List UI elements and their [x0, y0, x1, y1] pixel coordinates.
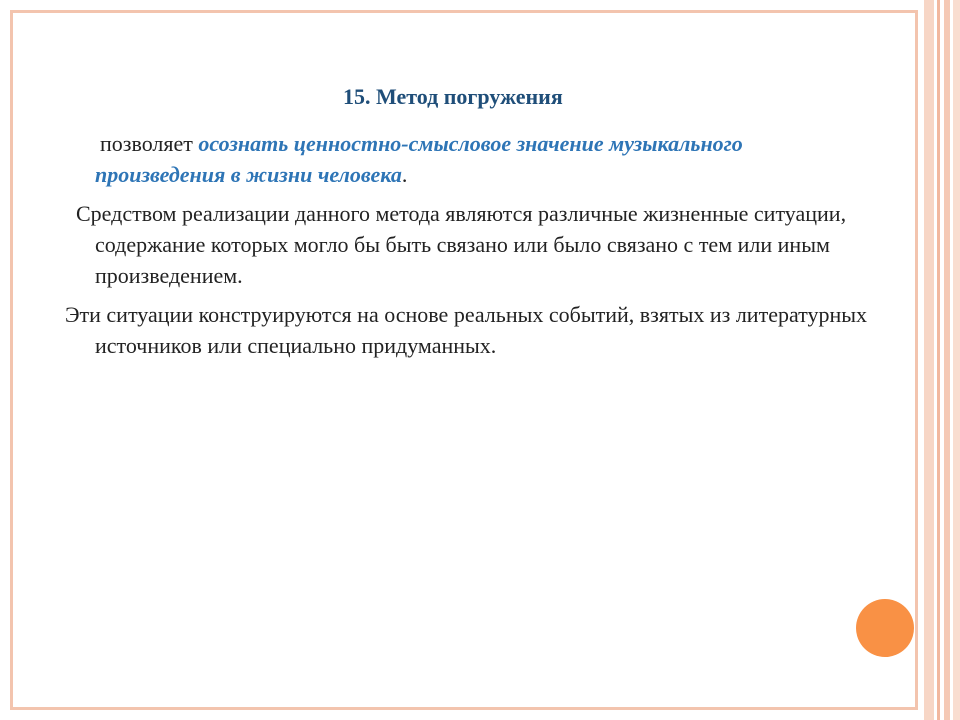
decorative-stripe	[953, 0, 960, 720]
paragraph-situations: Эти ситуации конструируются на основе реальных событий, взятых из литературных источников или специально придуманных.	[65, 302, 868, 358]
decorative-stripe	[924, 0, 934, 720]
slide-title: 15. Метод погружения	[343, 84, 563, 109]
purpose-emphasis: осознать ценностно-смысловое значение музыкального произведения в жизни человека	[95, 131, 743, 187]
slide-body	[0, 128, 900, 361]
purpose-prefix: позволяет	[100, 131, 199, 156]
orange-circle-decoration	[856, 599, 914, 657]
paragraph-method-purpose	[0, 128, 855, 190]
decorative-stripe	[937, 0, 940, 720]
paragraph-method-means: Средством реализации данного метода являются различные жизненные ситуации, содержание которых могло бы быть связано или было связано с тем или иным произведением.	[76, 201, 847, 288]
decorative-stripe	[944, 0, 950, 720]
purpose-suffix: .	[401, 162, 408, 187]
